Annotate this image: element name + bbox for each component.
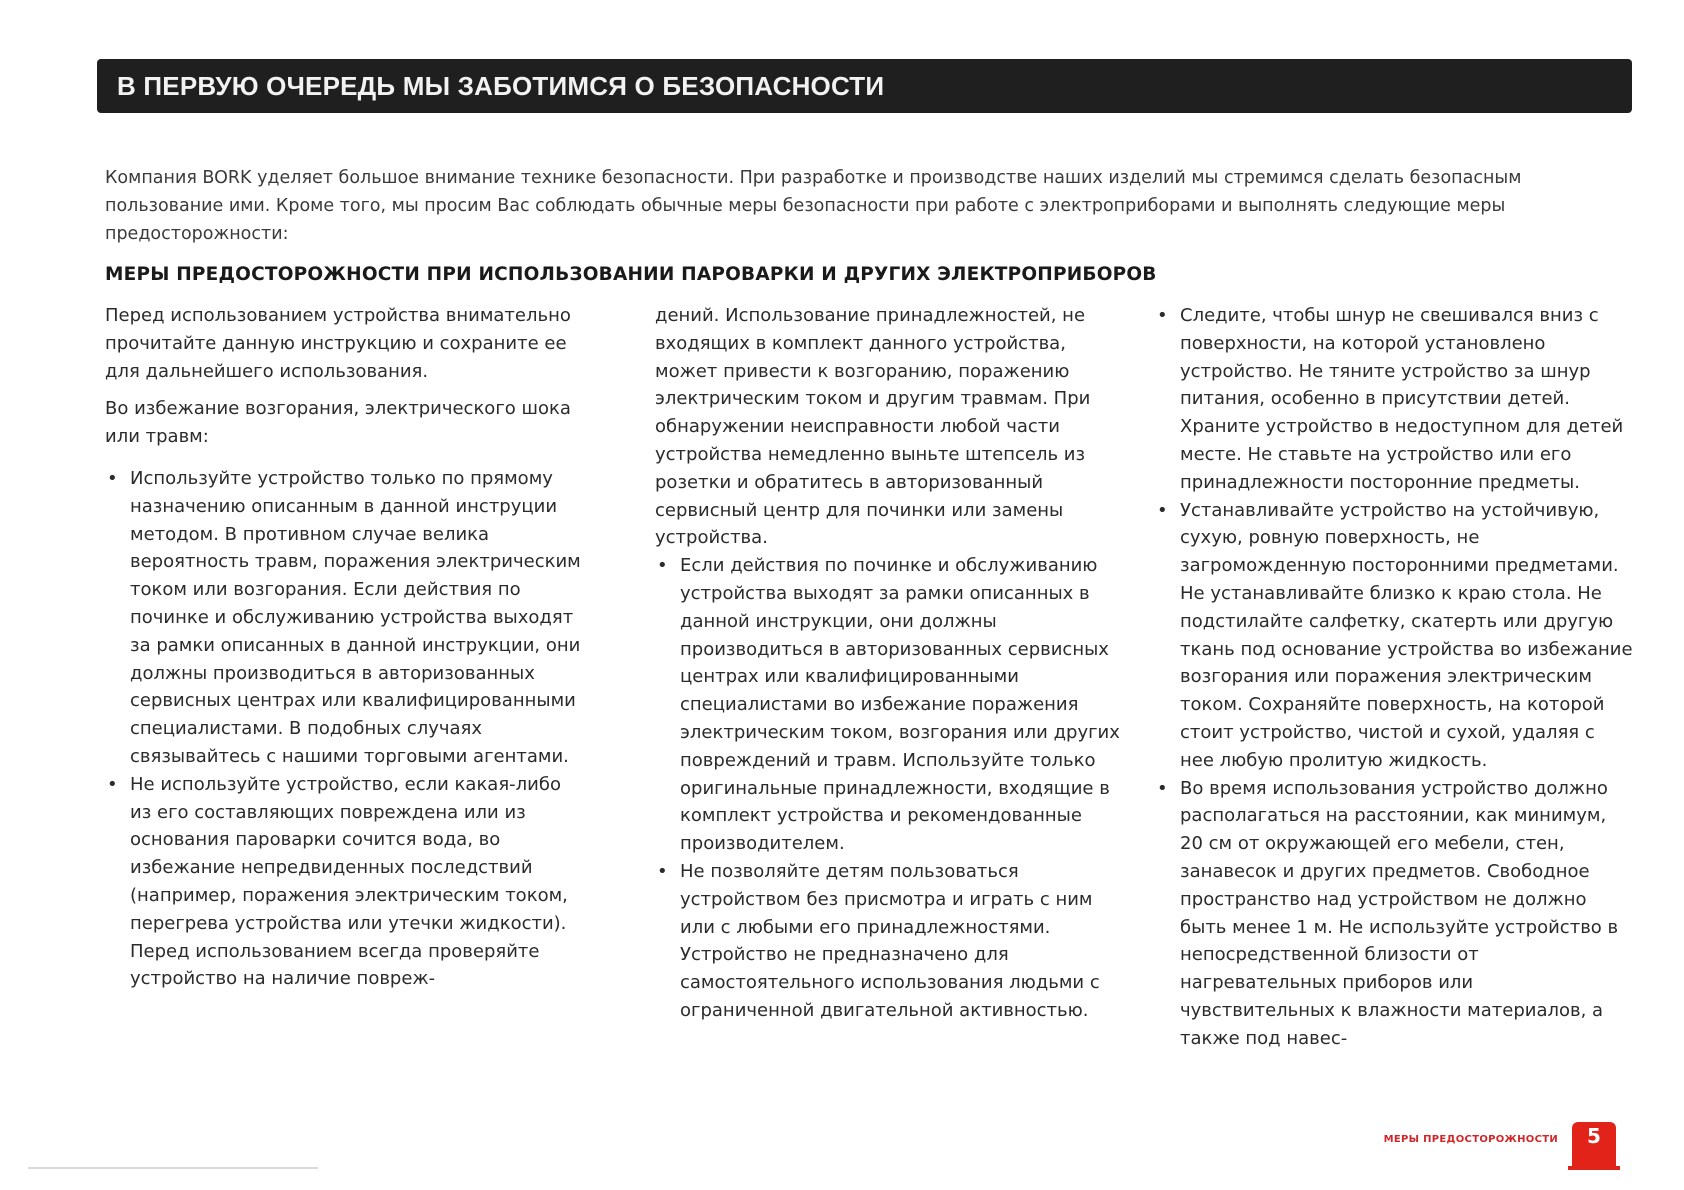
header-bar <box>97 59 1632 113</box>
text-column-2 <box>655 302 1125 1025</box>
bullet-icon: • <box>657 555 668 577</box>
bullet-list <box>105 465 585 993</box>
bullet-icon: • <box>657 860 668 882</box>
page-number-badge <box>1572 1122 1616 1166</box>
bullet-list <box>655 552 1125 1025</box>
bullet-icon: • <box>1157 499 1168 521</box>
list-item <box>1155 497 1633 775</box>
paragraph: Перед использованием устройства внимательно прочитайте данную инструкцию и сохраните ее для дальнейшего использования. <box>105 305 571 382</box>
page-title: В ПЕРВУЮ ОЧЕРЕДЬ МЫ ЗАБОТИМСЯ О БЕЗОПАСНОСТИ <box>117 70 885 101</box>
list-item <box>655 552 1125 858</box>
page-badge-underline <box>1568 1166 1620 1170</box>
text-column-1 <box>105 302 585 993</box>
footer-section-label: МЕРЫ ПРЕДОСТОРОЖНОСТИ <box>1383 1134 1558 1145</box>
list-item-text: Не позволяйте детям пользоваться устройством без присмотра и играть с ним или с любыми его принадлежностями. Устройство не предназначено для самостоятельного использования людьми с ограниченной двигательной активностью. <box>680 860 1100 1021</box>
bullet-icon: • <box>1157 305 1168 326</box>
page-number: 5 <box>1587 1124 1601 1148</box>
bullet-icon: • <box>107 467 118 489</box>
bullet-icon: • <box>1157 777 1168 799</box>
text-column-3 <box>1155 302 1633 1053</box>
list-item-text: Устанавливайте устройство на устойчивую, сухую, ровную поверхность, не загроможденную посторонними предметами. Не устанавливайте близко к краю стола. Не подстилайте салфетку, скатерть или другую ткань под основание устройства во избежание возгорания или поражения электрическим током. Сохраняйте поверхность, на которой стоит устройство, чистой и сухой, удаляя с нее любую пролитую жидкость. <box>1180 499 1633 771</box>
page-footer <box>1370 1122 1620 1170</box>
list-item <box>655 858 1125 1025</box>
bottom-divider <box>28 1167 318 1169</box>
intro-paragraph: Компания BORK уделяет большое внимание технике безопасности. При разработке и производстве наших изделий мы стремимся сделать безопасным пользование ими. Кроме того, мы просим Вас соблюдать обычные меры безопасности при работе с электроприборами и выполнять следующие меры предосторожности: <box>105 168 1522 244</box>
paragraph: дений. Использование принадлежностей, не входящих в комплект данного устройства, может привести к возгоранию, поражению электрическим током и другим травмам. При обнаружении неисправности любой части устройства немедленно выньте штепсель из розетки и обратитесь в авторизованный сервисный центр для починки или замены устройства. <box>655 305 1091 549</box>
list-item-text: Если действия по починке и обслуживанию устройства выходят за рамки описанных в данной инструкции, они должны производиться в авторизованных сервисных центрах или квалифицированными специалистами во избежание поражения электрическим током, возгорания или других повреждений и травм. Используйте только оригинальные принадлежности, входящие в комплект устройства и рекомендованные производителем. <box>680 555 1120 855</box>
list-item-text: Во время использования устройство должно располагаться на расстоянии, как минимум, 20 см от окружающей его мебели, стен, занавесок и других предметов. Свободное пространство над устройством не должно быть менее 1 м. Не используйте устройство в непосредственной близости от нагревательных приборов или чувствительных к влажности материалов, а также под навес- <box>1180 777 1619 1049</box>
list-item <box>105 465 585 771</box>
list-item-text: Не используйте устройство, если какая-либо из его составляющих повреждена или из основания пароварки сочится вода, во избежание непредвиденных последствий (например, поражения электрическим током, перегрева устройства или утечки жидкости). Перед использованием всегда проверяйте устройство на наличие повреж- <box>130 773 568 990</box>
paragraph: Во избежание возгорания, электрического шока или травм: <box>105 398 571 448</box>
bullet-icon: • <box>107 773 118 795</box>
list-item <box>1155 775 1633 1053</box>
list-item-text: Следите, чтобы шнур не свешивался вниз с поверхности, на которой установлено устройство. Не тяните устройство за шнур питания, особенно в присутствии детей. Храните устройство в недоступном для детей месте. Не ставьте на устройство или его принадлежности посторонние предметы. <box>1180 305 1624 493</box>
list-item <box>105 771 585 993</box>
list-item-text: Используйте устройство только по прямому назначению описанным в данной инструции методом. В противном случае велика вероятность травм, поражения электрическим током или возгорания. Если действия по починке и обслуживанию устройства выходят за рамки описанных в данной инструкции, они должны производиться в авторизованных сервисных центрах или квалифицированными специалистами. В подобных случаях связывайтесь с нашими торговыми агентами. <box>130 467 581 767</box>
list-item <box>1155 302 1633 497</box>
section-heading: МЕРЫ ПРЕДОСТОРОЖНОСТИ ПРИ ИСПОЛЬЗОВАНИИ ПАРОВАРКИ И ДРУГИХ ЭЛЕКТРОПРИБОРОВ <box>105 264 1157 285</box>
bullet-list <box>1155 302 1633 1053</box>
